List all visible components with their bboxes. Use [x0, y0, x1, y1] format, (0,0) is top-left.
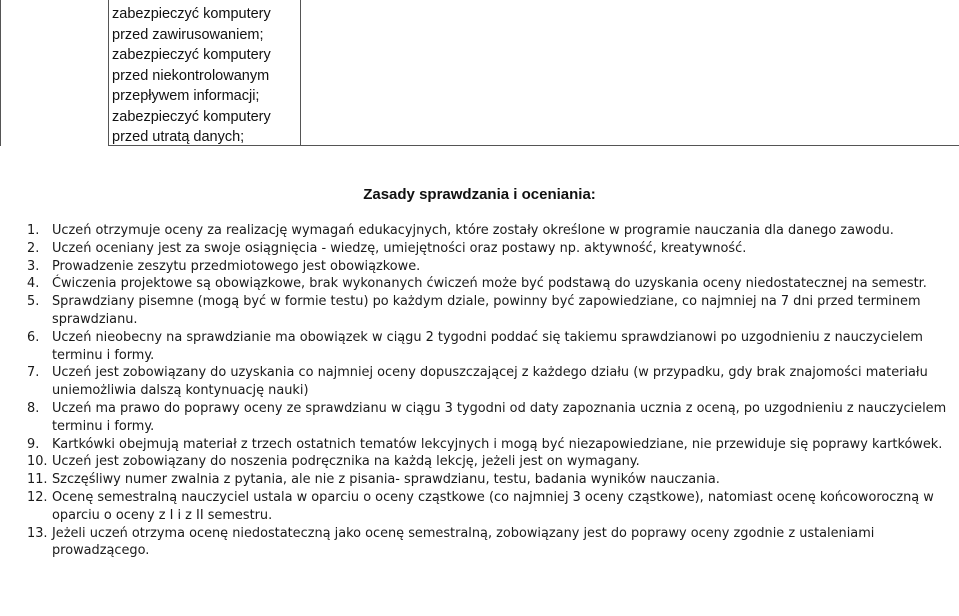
rule-item — [27, 364, 957, 400]
rule-text: Ocenę semestralną nauczyciel ustala w oparciu o oceny cząstkowe (co najmniej 3 oceny cząstkowe), natomiast ocenę końcoworoczną w oparciu o oceny z I i z II semestru. — [52, 489, 934, 523]
rule-number: 7. — [27, 365, 40, 381]
rule-item — [27, 275, 957, 293]
rule-text: Ćwiczenia projektowe są obowiązkowe, brak wykonanych ćwiczeń może być podstawą do uzyskania oceny niedostatecznej na semestr. — [52, 276, 927, 292]
rule-text: Kartkówki obejmują materiał z trzech ostatnich tematów lekcyjnych i mogą być niezapowiedziane, nie przewiduje się poprawy kartkówek. — [52, 436, 943, 452]
rules-list — [27, 222, 957, 560]
table-cell-line: przed niekontrolowanym — [112, 67, 270, 84]
rule-item — [27, 525, 957, 561]
rule-text: Uczeń oceniany jest za swoje osiągnięcia - wiedzę, umiejętności oraz postawy np. aktywność, kreatywność. — [52, 240, 747, 256]
rule-item — [27, 329, 957, 365]
rule-text: Uczeń jest zobowiązany do noszenia podręcznika na każdą lekcję, jeżeli jest on wymagany. — [52, 454, 640, 470]
rule-number: 8. — [27, 400, 40, 416]
table-cell-line: przed zawirusowaniem; — [112, 26, 264, 43]
rule-item — [27, 436, 957, 454]
table-left-border — [0, 0, 1, 146]
rule-text: Szczęśliwy numer zwalnia z pytania, ale nie z pisania- sprawdzianu, testu, badania wyników nauczania. — [52, 472, 720, 488]
table-cell-line: zabezpieczyć komputery — [112, 108, 271, 125]
table-cell-goals — [109, 0, 301, 145]
rule-item — [27, 258, 957, 276]
rule-number: 4. — [27, 276, 40, 292]
rule-text: Sprawdziany pisemne (mogą być w formie testu) po każdym dziale, powinny być zapowiedziane, co najmniej na 7 dni przed terminem sprawdzianu. — [52, 294, 921, 327]
table-cell-empty — [301, 0, 951, 145]
rule-item — [27, 400, 957, 436]
rule-item — [27, 240, 957, 258]
rule-text: Jeżeli uczeń otrzyma ocenę niedostateczną jako ocenę semestralną, zobowiązany jest do poprawy oceny zgodnie z ustaleniami prowadzącego. — [52, 525, 875, 559]
section-heading-text: Zasady sprawdzania i oceniania: — [363, 186, 596, 203]
rule-item — [27, 453, 957, 471]
rule-number: 13. — [27, 525, 48, 541]
rule-number: 5. — [27, 294, 40, 310]
rule-item — [27, 293, 957, 329]
rule-item — [27, 471, 957, 489]
rule-number: 12. — [27, 489, 48, 505]
rule-number: 10. — [27, 454, 48, 470]
rule-text: Uczeń ma prawo do poprawy oceny ze sprawdzianu w ciągu 3 tygodni od daty zapoznania ucznia z oceną, po uzgodnieniu z nauczycielem terminu i formy. — [52, 400, 947, 434]
rule-item — [27, 489, 957, 525]
rule-text: Uczeń nieobecny na sprawdzianie ma obowiązek w ciągu 2 tygodni poddać się takiemu sprawdzianowi po uzgodnieniu z nauczycielem terminu i formy. — [52, 329, 923, 363]
rule-number: 9. — [27, 436, 40, 452]
rule-number: 3. — [27, 258, 40, 274]
rule-item — [27, 222, 957, 240]
rule-number: 6. — [27, 329, 40, 345]
table-cell-line: przed utratą danych; — [112, 129, 245, 145]
table-fragment — [108, 0, 959, 146]
rule-number: 1. — [27, 223, 40, 238]
rule-text: Uczeń jest zobowiązany do uzyskania co najmniej oceny dopuszczającej z każdego działu (w przypadku, gdy brak znajomości materiału uniemożliwia dalszą kontynuację nauki) — [52, 365, 928, 399]
table-cell-line: przepływem informacji; — [112, 88, 260, 104]
section-heading — [0, 186, 959, 203]
rule-number: 11. — [27, 472, 48, 488]
table-cell-line: zabezpieczyć komputery — [112, 47, 271, 63]
rule-text: Prowadzenie zeszytu przedmiotowego jest obowiązkowe. — [52, 258, 421, 274]
table-cell-line: zabezpieczyć komputery — [112, 6, 271, 22]
rule-number: 2. — [27, 240, 40, 256]
rule-text: Uczeń otrzymuje oceny za realizację wymagań edukacyjnych, które zostały określone w programie nauczania dla danego zawodu. — [52, 223, 894, 238]
